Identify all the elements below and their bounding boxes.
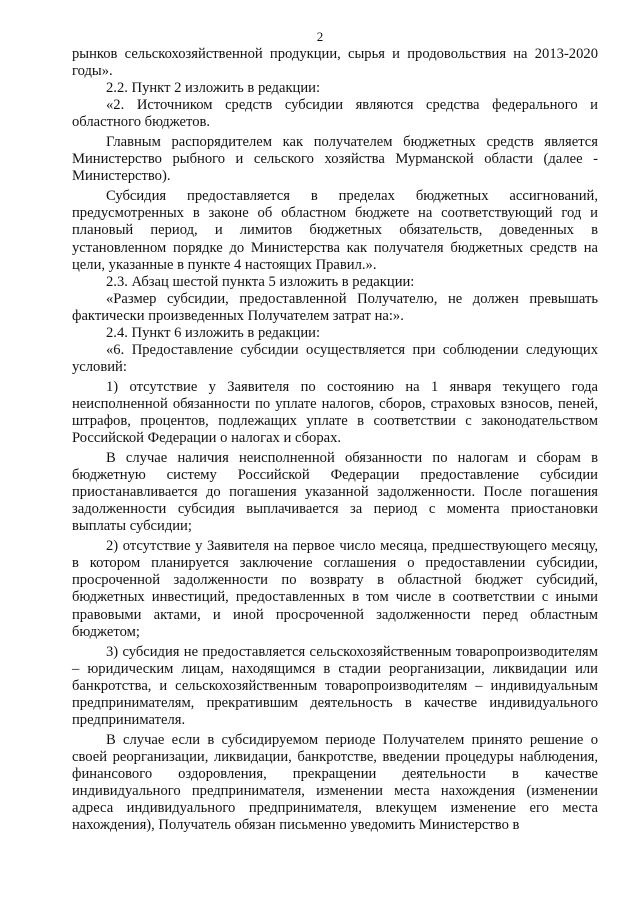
paragraph-2-2-heading: 2.2. Пункт 2 изложить в редакции: — [106, 80, 321, 97]
document-body — [72, 46, 598, 834]
paragraph-main-administrator: Главным распорядителем как получателем бюджетных средств является Министерство рыбного и сельского хозяйства Мурманской области (далее - Министерство). — [72, 134, 598, 185]
paragraph-2-3-heading: 2.3. Абзац шестой пункта 5 изложить в редакции: — [106, 273, 415, 290]
paragraph-tax-debt: В случае наличия неисполненной обязанности по налогам и сборам в бюджетную систему Российской Федерации предоставление субсидии приостанавливается до погашения указанной задолженности. После погашения задолженности субсидия выплачивается за период с момента приостановки выплаты субсидии; — [72, 450, 598, 535]
paragraph-funding-source: «2. Источником средств субсидии являются средства федерального и областного бюджетов. — [72, 97, 598, 131]
paragraph-condition-1: 1) отсутствие у Заявителя по состоянию на 1 января текущего года неисполненной обязанности по уплате налогов, сборов, страховых взносов, пеней, штрафов, процентов, подлежащих уплате в соответствии с законодательством Российской Федерации о налогах и сборах. — [72, 378, 598, 447]
paragraph-continuation: рынков сельскохозяйственной продукции, сырья и продовольствия на 2013-2020 годы». — [72, 46, 598, 80]
paragraph-condition-3: 3) субсидия не предоставляется сельскохозяйственным товаропроизводителям – юридическим лицам, находящимся в стадии реорганизации, ликвидации или банкротства, и сельскохозяйственным товаропроизводителям – индивидуальным предпринимателям, прекратившим деятельность в качестве индивидуального предпринимателя. — [72, 643, 598, 728]
paragraph-2-4-heading: 2.4. Пункт 6 изложить в редакции: — [106, 324, 321, 341]
paragraph-condition-2: 2) отсутствие у Заявителя на первое число месяца, предшествующего месяцу, в котором планируется заключение соглашения о предоставлении субсидии, просроченной задолженности по возврату в областной бюджет субсидий, бюджетных инвестиций, предоставленных в том числе в соответствии с иными правовыми актами, и иной просроченной задолженности перед областным бюджетом; — [72, 538, 598, 640]
paragraph-subsidy-limits: Субсидия предоставляется в пределах бюджетных ассигнований, предусмотренных в законе об областном бюджете на соответствующий год и плановый период, и лимитов бюджетных обязательств, доведенных в установленном порядке до Министерства как получателя бюджетных средств на цели, указанные в пункте 4 настоящих Правил.». — [72, 188, 598, 273]
paragraph-subsidy-amount: «Размер субсидии, предоставленной Получателю, не должен превышать фактически произведенных Получателем затрат на:». — [72, 290, 598, 324]
paragraph-conditions-intro: «6. Предоставление субсидии осуществляется при соблюдении следующих условий: — [72, 341, 598, 375]
page-number: 2 — [316, 29, 324, 44]
paragraph-reorganization: В случае если в субсидируемом периоде Получателем принято решение о своей реорганизации, ликвидации, банкротстве, введении процедуры наблюдения, финансового оздоровления, прекращении деятельности в качестве индивидуального предпринимателя, изменении места нахождения (изменении адреса индивидуального предпринимателя, влекущем изменение его места нахождения), Получатель обязан письменно уведомить Министерство в — [72, 731, 598, 834]
